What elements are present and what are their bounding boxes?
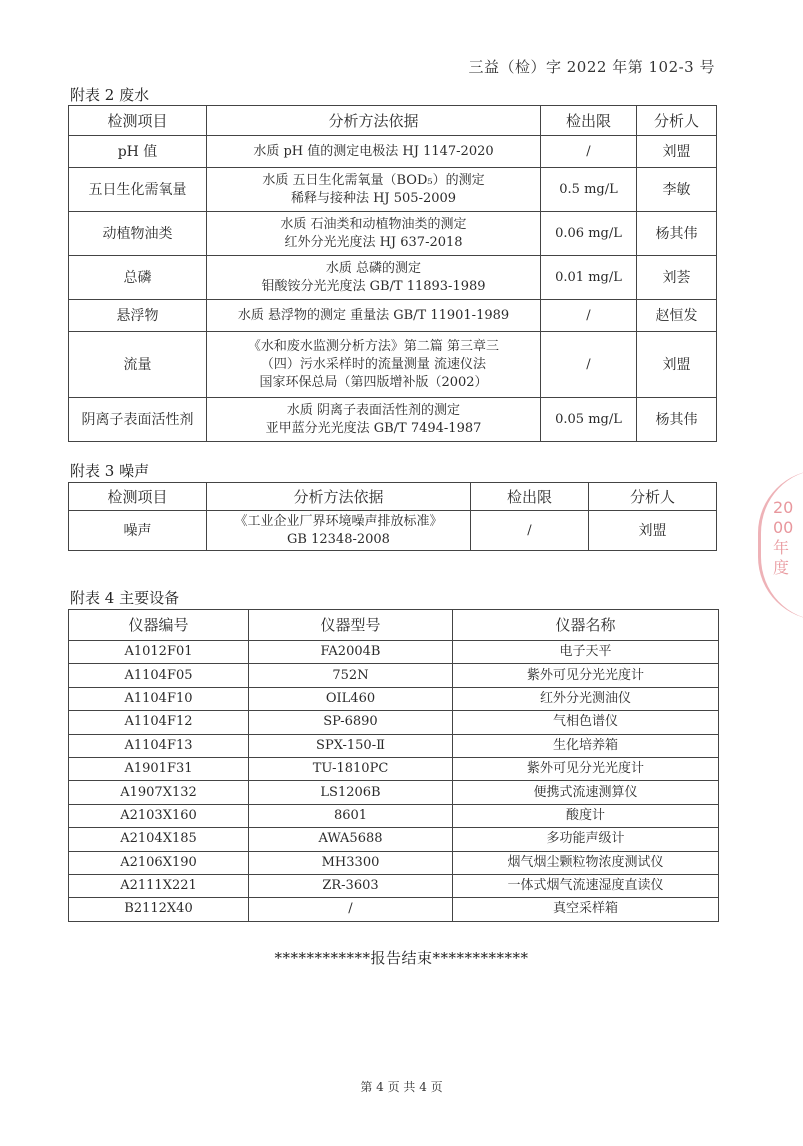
method-line: 亚甲蓝分光光度法 GB/T 7494-1987	[265, 420, 482, 436]
instrument-model-cell: MH3300	[249, 851, 453, 874]
table-row	[69, 687, 719, 710]
method-cell	[207, 300, 541, 332]
instrument-name-cell: 紫外可见分光光度计	[453, 664, 719, 687]
item-cell: 噪声	[69, 511, 207, 551]
limit-cell: /	[541, 136, 637, 168]
table4-title: 附表 4 主要设备	[70, 589, 180, 607]
table-row	[69, 332, 717, 398]
instrument-id-cell: A1104F12	[69, 711, 249, 734]
column-header: 检测项目	[69, 106, 207, 136]
item-cell: 五日生化需氧量	[69, 168, 207, 212]
method-line: 钼酸铵分光光度法 GB/T 11893-1989	[261, 278, 486, 294]
method-line: （四）污水采样时的流量测量 流速仪法	[260, 356, 487, 372]
table-header-row	[69, 483, 717, 511]
table-row	[69, 664, 719, 687]
instrument-name-cell: 红外分光测油仪	[453, 687, 719, 710]
method-cell	[207, 212, 541, 256]
table-row	[69, 851, 719, 874]
method-line: 水质 pH 值的测定电极法 HJ 1147-2020	[253, 143, 494, 159]
instrument-name-cell: 多功能声级计	[453, 828, 719, 851]
item-cell: pH 值	[69, 136, 207, 168]
instrument-id-cell: A1104F05	[69, 664, 249, 687]
instrument-model-cell: 8601	[249, 804, 453, 827]
item-cell: 动植物油类	[69, 212, 207, 256]
table-row	[69, 398, 717, 442]
table-row	[69, 898, 719, 921]
table-row	[69, 168, 717, 212]
equipment-rows	[69, 641, 719, 922]
method-cell	[207, 511, 471, 551]
limit-cell: 0.01 mg/L	[541, 256, 637, 300]
column-header: 检出限	[471, 483, 589, 511]
instrument-name-cell: 真空采样箱	[453, 898, 719, 921]
stamp-text: 2000年度	[773, 498, 794, 577]
method-line: 《工业企业厂界环境噪声排放标准》	[234, 513, 443, 529]
instrument-id-cell: A2106X190	[69, 851, 249, 874]
table-row	[69, 757, 719, 780]
column-header: 仪器编号	[69, 610, 249, 641]
method-line: GB 12348-2008	[287, 531, 390, 547]
report-end-marker: ************报告结束************	[274, 949, 529, 967]
method-cell	[207, 256, 541, 300]
noise-table	[68, 482, 717, 551]
instrument-name-cell: 气相色谱仪	[453, 711, 719, 734]
instrument-model-cell: ZR-3603	[249, 874, 453, 897]
column-header: 检测项目	[69, 483, 207, 511]
analyst-cell: 刘荟	[637, 256, 717, 300]
equipment-table	[68, 609, 719, 922]
method-line: 红外分光光度法 HJ 637-2018	[284, 234, 463, 250]
table-row	[69, 212, 717, 256]
table-row	[69, 511, 717, 551]
column-header: 分析方法依据	[207, 483, 471, 511]
instrument-model-cell: AWA5688	[249, 828, 453, 851]
column-header: 分析方法依据	[207, 106, 541, 136]
analyst-cell: 刘盟	[637, 332, 717, 398]
analyst-cell: 刘盟	[589, 511, 717, 551]
item-cell: 悬浮物	[69, 300, 207, 332]
column-header: 仪器型号	[249, 610, 453, 641]
table-row	[69, 711, 719, 734]
table-row	[69, 136, 717, 168]
method-cell	[207, 332, 541, 398]
instrument-id-cell: A2104X185	[69, 828, 249, 851]
table-row	[69, 300, 717, 332]
method-line: 国家环保总局（第四版增补版（2002）	[259, 374, 488, 390]
instrument-id-cell: A1907X132	[69, 781, 249, 804]
column-header: 仪器名称	[453, 610, 719, 641]
method-line: 水质 总磷的测定	[325, 260, 422, 276]
instrument-model-cell: FA2004B	[249, 641, 453, 664]
instrument-name-cell: 酸度计	[453, 804, 719, 827]
instrument-model-cell: LS1206B	[249, 781, 453, 804]
instrument-model-cell: 752N	[249, 664, 453, 687]
instrument-name-cell: 紫外可见分光光度计	[453, 757, 719, 780]
table-row	[69, 641, 719, 664]
analyst-cell: 杨其伟	[637, 212, 717, 256]
instrument-model-cell: SP-6890	[249, 711, 453, 734]
column-header: 检出限	[541, 106, 637, 136]
document-number: 三益（检）字 2022 年第 102-3 号	[468, 58, 715, 76]
limit-cell: /	[541, 300, 637, 332]
method-cell	[207, 136, 541, 168]
instrument-id-cell: A2111X221	[69, 874, 249, 897]
analyst-cell: 刘盟	[637, 136, 717, 168]
instrument-model-cell: /	[249, 898, 453, 921]
table-row	[69, 828, 719, 851]
method-cell	[207, 168, 541, 212]
instrument-id-cell: B2112X40	[69, 898, 249, 921]
table3-title: 附表 3 噪声	[70, 462, 150, 480]
analyst-cell: 赵恒发	[637, 300, 717, 332]
method-line: 水质 石油类和动植物油类的测定	[280, 216, 467, 232]
table-row	[69, 874, 719, 897]
table-header-row	[69, 610, 719, 641]
instrument-id-cell: A1104F10	[69, 687, 249, 710]
instrument-name-cell: 一体式烟气流速湿度直读仪	[453, 874, 719, 897]
column-header: 分析人	[637, 106, 717, 136]
table-row	[69, 256, 717, 300]
limit-cell: 0.06 mg/L	[541, 212, 637, 256]
instrument-name-cell: 烟气烟尘颗粒物浓度测试仪	[453, 851, 719, 874]
analyst-cell: 李敏	[637, 168, 717, 212]
limit-cell: /	[471, 511, 589, 551]
table-row	[69, 804, 719, 827]
table-header-row	[69, 106, 717, 136]
seal-stamp-icon	[758, 470, 803, 620]
method-line: 水质 五日生化需氧量（BOD₅）的测定	[262, 172, 485, 188]
method-line: 《水和废水监测分析方法》第二篇 第三章三	[247, 338, 500, 354]
instrument-name-cell: 生化培养箱	[453, 734, 719, 757]
method-line: 稀释与接种法 HJ 505-2009	[290, 190, 457, 206]
instrument-id-cell: A1104F13	[69, 734, 249, 757]
table-row	[69, 734, 719, 757]
item-cell: 阴离子表面活性剂	[69, 398, 207, 442]
instrument-id-cell: A2103X160	[69, 804, 249, 827]
analyst-cell: 杨其伟	[637, 398, 717, 442]
table-row	[69, 781, 719, 804]
limit-cell: 0.05 mg/L	[541, 398, 637, 442]
wastewater-table	[68, 105, 717, 442]
instrument-model-cell: SPX-150-Ⅱ	[249, 734, 453, 757]
instrument-name-cell: 电子天平	[453, 641, 719, 664]
instrument-model-cell: OIL460	[249, 687, 453, 710]
limit-cell: /	[541, 332, 637, 398]
item-cell: 总磷	[69, 256, 207, 300]
limit-cell: 0.5 mg/L	[541, 168, 637, 212]
instrument-name-cell: 便携式流速测算仪	[453, 781, 719, 804]
item-cell: 流量	[69, 332, 207, 398]
method-cell	[207, 398, 541, 442]
column-header: 分析人	[589, 483, 717, 511]
table2-title: 附表 2 废水	[70, 86, 150, 104]
page-number: 第 4 页 共 4 页	[360, 1080, 443, 1094]
method-line: 水质 悬浮物的测定 重量法 GB/T 11901-1989	[237, 307, 510, 323]
instrument-id-cell: A1901F31	[69, 757, 249, 780]
instrument-model-cell: TU-1810PC	[249, 757, 453, 780]
method-line: 水质 阴离子表面活性剂的测定	[286, 402, 461, 418]
instrument-id-cell: A1012F01	[69, 641, 249, 664]
